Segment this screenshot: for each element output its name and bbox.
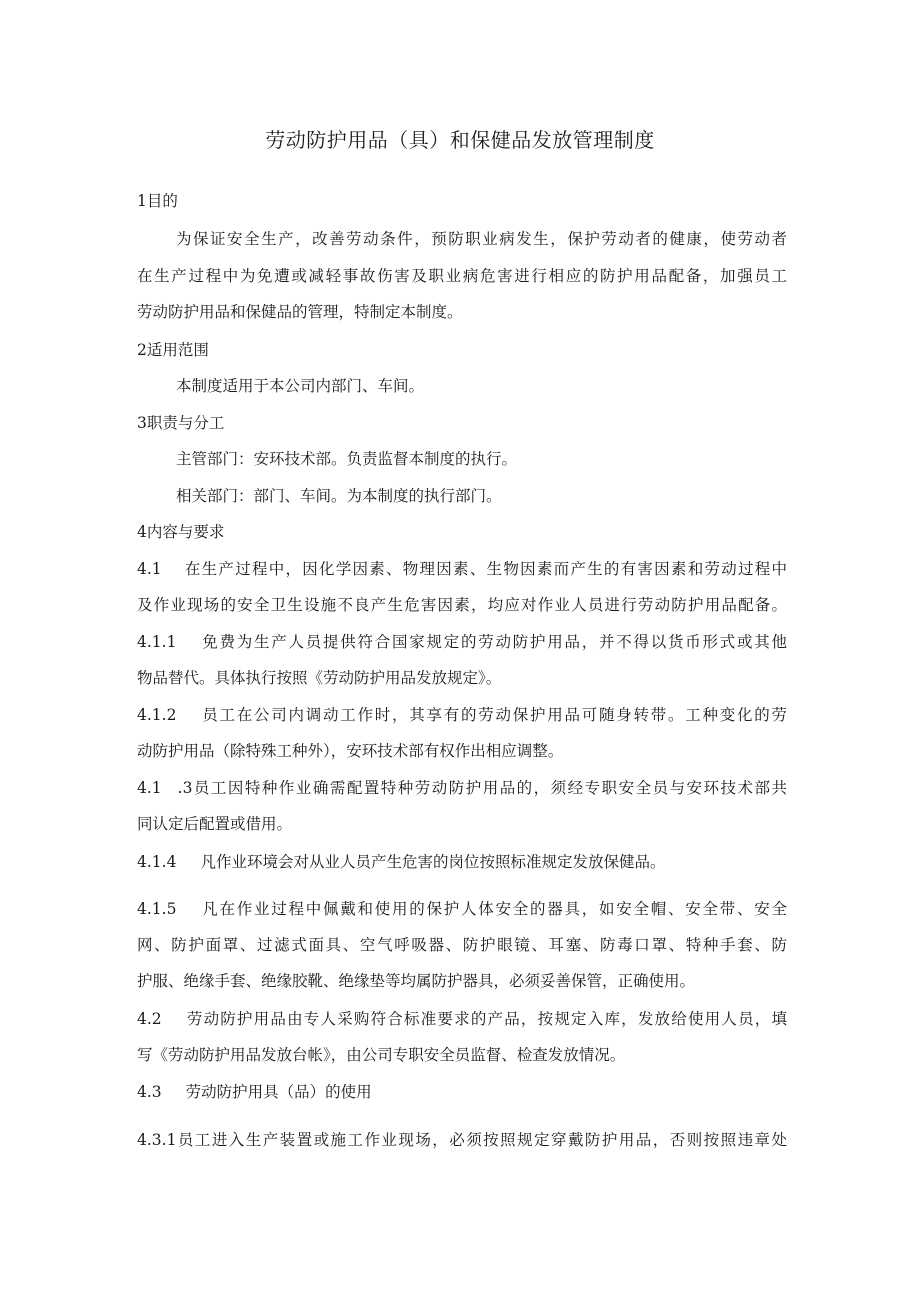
clause-text: 凡在作业过程中佩戴和使用的保护人体安全的器具，如安全帽、安全带、安全 [200,900,787,918]
clause-text: 员工在公司内调动工作时，其享有的劳动保护用品可随身转带。工种变化的劳 [200,706,787,724]
paragraph-line: 及作业现场的安全卫生设施不良产生危害因素，均应对作业人员进行劳动防护用品配备。 [137,596,787,614]
clause-number: 4.1.2 [137,706,177,724]
paragraph-line: 护服、绝缘手套、绝缘胶靴、绝缘垫等均属防护器具，必须妥善保管，正确使用。 [137,972,696,990]
clause-number: 4.2 [137,1010,162,1028]
clause-number: 4.3 [137,1083,162,1101]
paragraph-line: 为保证安全生产，改善劳动条件，预防职业病发生，保护劳动者的健康，使劳动者 [176,230,787,248]
paragraph-line: 主管部门：安环技术部。负责监督本制度的执行。 [176,450,518,468]
paragraph-line: 劳动防护用品和保健品的管理，特制定本制度。 [137,303,463,321]
paragraph-line: 网、防护面罩、过滤式面具、空气呼吸器、防护眼镜、耳塞、防毒口罩、特种手套、防 [137,936,787,954]
clause-4-1-3-line [137,778,787,798]
clause-text: 在生产过程中，因化学因素、物理因素、生物因素而产生的有害因素和劳动过程中 [183,560,787,578]
clause-text: 劳动防护用具（品）的使用 [185,1083,372,1101]
paragraph-line: 在生产过程中为免遭或减轻事故伤害及职业病危害进行相应的防护用品配备，加强员工 [137,267,787,285]
clause-number: 4.1.5 [137,900,177,918]
clause-4-1-1-line [137,632,787,652]
paragraph-line: 相关部门：部门、车间。为本制度的执行部门。 [176,487,502,505]
document-title: 劳动防护用品（具）和保健品发放管理制度 [265,128,655,152]
clause-4-1-line [137,559,787,579]
paragraph-line: 写《劳动防护用品发放台帐》，由公司专职安全员监督、检查发放情况。 [137,1046,626,1064]
section-heading-responsibilities: 3职责与分工 [137,414,225,432]
clause-4-1-5-line [137,899,787,919]
paragraph-line: 同认定后配置或借用。 [137,815,293,833]
section-heading-purpose: 1目的 [137,192,178,210]
paragraph-line: 物品替代。具体执行按照《劳动防护用品发放规定》。 [137,669,502,687]
clause-4-3-1-line: 4.3.1员工进入生产装置或施工作业现场，必须按照规定穿戴防护用品，否则按照违章处 [137,1131,787,1149]
clause-number: 4.1 [137,560,162,578]
clause-4-1-4-line [137,852,787,872]
clause-4-1-2-line [137,705,787,725]
clause-text: .3员工因特种作业确需配置特种劳动防护用品的，须经专职安全员与安环技术部共 [177,779,787,797]
clause-number: 4.1.4 [137,853,177,871]
clause-text: 劳动防护用品由专人采购符合标准要求的产品，按规定入库，发放给使用人员，填 [185,1010,787,1028]
clause-number: 4.1.1 [137,633,177,651]
section-heading-scope: 2适用范围 [137,341,209,359]
clause-4-2-line [137,1009,787,1029]
section-heading-content: 4内容与要求 [137,523,225,541]
clause-4-3-line [137,1082,787,1102]
paragraph-line: 本制度适用于本公司内部门、车间。 [176,377,425,395]
clause-number: 4.1 [137,779,162,797]
paragraph-line: 动防护用品（除特殊工种外），安环技术部有权作出相应调整。 [137,742,564,760]
clause-text: 凡作业环境会对从业人员产生危害的岗位按照标准规定发放保健品。 [200,853,666,871]
clause-text: 免费为生产人员提供符合国家规定的劳动防护用品，并不得以货币形式或其他 [200,633,787,651]
